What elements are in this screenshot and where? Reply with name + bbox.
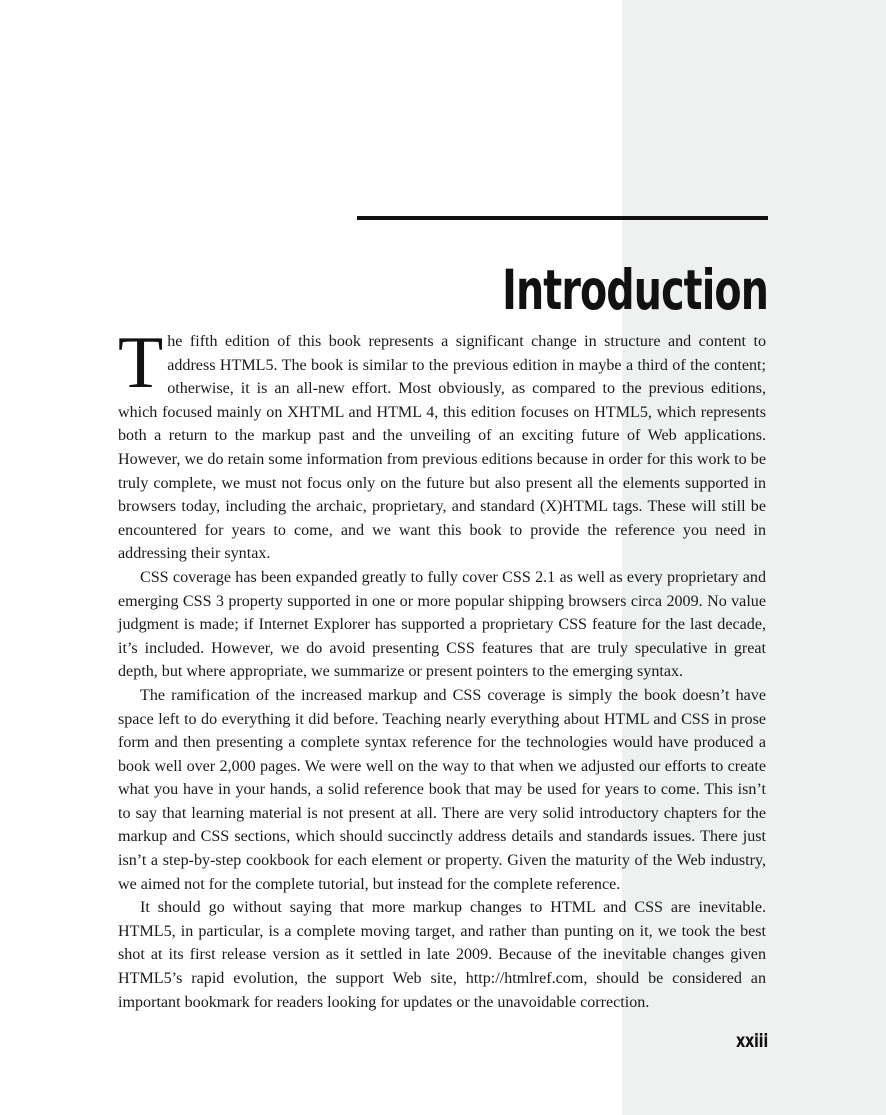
chapter-heading-rule — [357, 216, 768, 220]
paragraph-4 — [118, 896, 766, 1014]
page-title: Introduction — [502, 257, 768, 322]
drop-cap: T — [118, 322, 164, 404]
paragraph-2 — [118, 566, 766, 684]
paragraph-1-text: he fifth edition of this book represents a significant change in structure and content to address HTML5. The book is similar to the previous edition in maybe a third of the content; otherwise, it is an all-new effort. Most obviously, as compared to the previous editions, which focused mainly on XHTML and HTML 4, this edition focuses on HTML5, which represents both a return to the markup past and the unveiling of an exciting future of Web applications. However, we do retain some information from previous editions because in order for this work to be truly complete, we must not focus only on the future but also present all the elements supported in browsers today, including the archaic, proprietary, and standard (X)HTML tags. These will still be encountered for years to come, and we want this book to provide the reference you need in addressing their syntax. — [118, 333, 766, 563]
paragraph-3 — [118, 684, 766, 896]
paragraph-1 — [118, 322, 766, 566]
page-number: xxiii — [735, 1030, 768, 1052]
paragraph-2-text: CSS coverage has been expanded greatly to fully cover CSS 2.1 as well as every proprietary and emerging CSS 3 property supported in one or more popular shipping browsers circa 2009. No value judgment is made; if Internet Explorer has supported a proprietary CSS feature for the last decade, it’s included. However, we do avoid presenting CSS features that are truly speculative in great depth, but where appropriate, we summarize or present pointers to the emerging syntax. — [118, 568, 766, 681]
paragraph-4-text: It should go without saying that more markup changes to HTML and CSS are inevitable. HTML5, in particular, is a complete moving target, and rather than punting on it, we took the best shot at its first release version as it settled in late 2009. Because of the inevitable changes given HTML5’s rapid evolution, the support Web site, http://htmlref.com, should be considered an important bookmark for readers looking for updates or the unavoidable correction. — [118, 899, 766, 1011]
paragraph-3-text: The ramification of the increased markup and CSS coverage is simply the book doesn’t have space left to do everything it did before. Teaching nearly everything about HTML and CSS in prose form and then presenting a complete syntax reference for the technologies would have produced a book well over 2,000 pages. We were well on the way to that when we adjusted our efforts to create what you have in your hands, a solid reference book that may be used for years to come. This isn’t to say that learning material is not present at all. There are very solid introductory chapters for the markup and CSS sections, which should succinctly address details and standards issues. There just isn’t a step-by-step cookbook for each element or property. Given the maturity of the Web industry, we aimed not for the complete tutorial, but instead for the complete reference. — [118, 686, 766, 893]
body-text-column — [118, 322, 766, 1014]
